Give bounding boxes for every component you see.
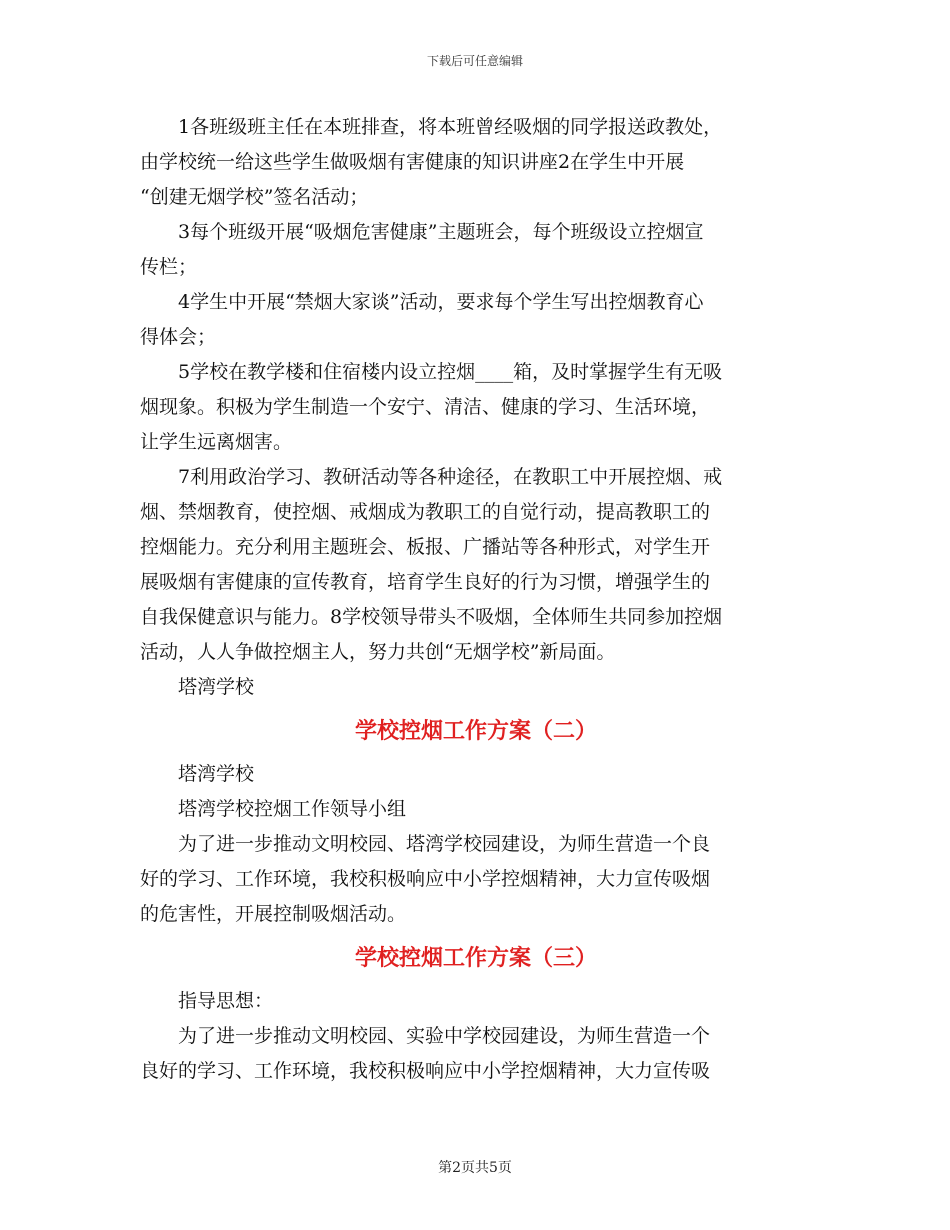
paragraph-line: 4学生中开展“禁烟大家谈”活动，要求每个学生写出控烟教育心 — [178, 291, 704, 313]
paragraph-line: 展吸烟有害健康的宣传教育，培育学生良好的行为习惯，增强学生的 — [140, 571, 711, 593]
paragraph-line: 好的学习、工作环境，我校积极响应中小学控烟精神，大力宣传吸烟 — [140, 868, 711, 890]
page-footer: 第2页共5页 — [438, 1160, 512, 1176]
paragraph-line: 7利用政治学习、教研活动等各种途径，在教职工中开展控烟、戒 — [178, 466, 723, 488]
paragraph-line: 烟现象。积极为学生制造一个安宁、清洁、健康的学习、生活环境， — [140, 396, 711, 418]
paragraph-line: 指导思想： — [178, 990, 274, 1012]
paragraph — [140, 110, 812, 215]
paragraph — [140, 1019, 812, 1089]
paragraph-line: 让学生远离烟害。 — [140, 431, 293, 453]
paragraph — [140, 215, 812, 285]
section-title-text: 学校控烟工作方案（三） — [354, 946, 597, 971]
paragraph — [140, 355, 812, 460]
paragraph-line: “创建无烟学校”签名活动； — [140, 186, 369, 208]
paragraph-line: 3每个班级开展“吸烟危害健康”主题班会，每个班级设立控烟宣 — [178, 221, 704, 243]
paragraph — [140, 827, 812, 932]
paragraph-line: 塔湾学校 — [178, 763, 255, 785]
paragraph — [140, 792, 812, 827]
section-title — [140, 938, 812, 980]
paragraph-line: 的危害性，开展控制吸烟活动。 — [140, 903, 407, 925]
paragraph-line: 控烟能力。充分利用主题班会、板报、广播站等各种形式，对学生开 — [140, 536, 711, 558]
page-header: 下载后可任意编辑 — [426, 54, 523, 68]
paragraph-line: 传栏； — [140, 256, 198, 278]
section-title-text: 学校控烟工作方案（二） — [354, 719, 597, 744]
paragraph — [140, 670, 812, 705]
paragraph-line: 良好的学习、工作环境，我校积极响应中小学控烟精神，大力宣传吸 — [140, 1060, 711, 1082]
paragraph-line: 1各班级班主任在本班排查，将本班曾经吸烟的同学报送政教处， — [178, 116, 723, 138]
paragraph-line: 5学校在教学楼和住宿楼内设立控烟____箱，及时掌握学生有无吸 — [178, 361, 723, 383]
paragraph-line: 得体会； — [140, 326, 217, 348]
section-title — [140, 711, 812, 753]
paragraph — [140, 757, 812, 792]
paragraph-line: 为了进一步推动文明校园、塔湾学校园建设，为师生营造一个良 — [178, 833, 711, 855]
paragraph-line: 为了进一步推动文明校园、实验中学校园建设，为师生营造一个 — [178, 1025, 711, 1047]
paragraph-line: 由学校统一给这些学生做吸烟有害健康的知识讲座2在学生中开展 — [140, 151, 685, 173]
paragraph-line: 活动，人人争做控烟主人，努力共创“无烟学校”新局面。 — [140, 641, 616, 663]
paragraph — [140, 460, 812, 670]
document-body — [140, 110, 812, 1089]
paragraph-line: 烟、禁烟教育，使控烟、戒烟成为教职工的自觉行动，提高教职工的 — [140, 501, 711, 523]
paragraph-line: 塔湾学校 — [178, 676, 255, 698]
paragraph — [140, 285, 812, 355]
paragraph-line: 自我保健意识与能力。8学校领导带头不吸烟，全体师生共同参加控烟 — [140, 606, 723, 628]
paragraph-line: 塔湾学校控烟工作领导小组 — [178, 798, 407, 820]
paragraph — [140, 984, 812, 1019]
